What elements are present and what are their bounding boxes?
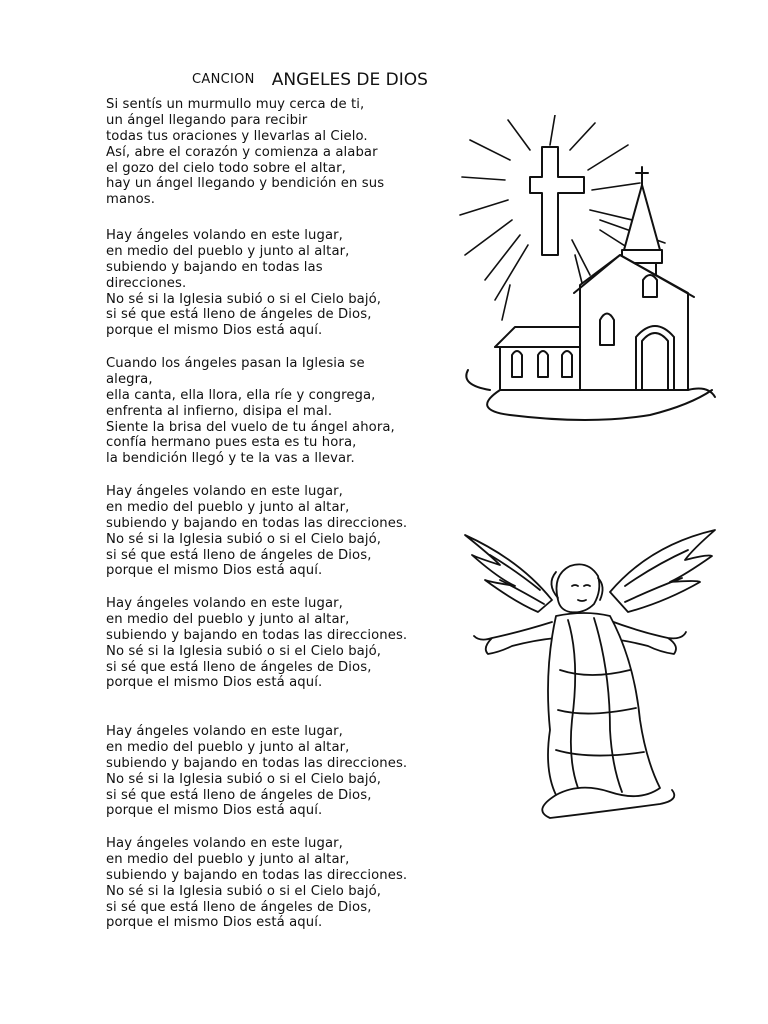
angel-icon <box>460 520 728 820</box>
lyric-line: Así, abre el corazón y comienza a alabar <box>106 144 378 160</box>
lyric-line: porque el mismo Dios está aquí. <box>106 675 323 691</box>
lyric-line: Hay ángeles volando en este lugar, <box>106 484 343 499</box>
lyric-line: No sé si la Iglesia subió o si el Cielo bajó, <box>106 291 382 307</box>
lyric-line: un ángel llegando para recibir <box>106 112 308 128</box>
lyric-line: No sé si la Iglesia subió o si el Cielo bajó, <box>106 771 382 787</box>
lyric-line: direcciones. <box>106 275 187 291</box>
lyric-line: en medio del pueblo y junto al altar, <box>106 611 350 627</box>
lyric-line: en medio del pueblo y junto al altar, <box>106 499 350 515</box>
lyric-line: en medio del pueblo y junto al altar, <box>106 739 350 755</box>
lyric-line: No sé si la Iglesia subió o si el Cielo bajó, <box>106 643 382 659</box>
stanza-4 <box>106 484 407 579</box>
lyric-line: manos. <box>106 192 156 208</box>
lyric-line: porque el mismo Dios está aquí. <box>106 915 323 931</box>
stanza-6 <box>106 724 407 819</box>
lyric-line: Si sentís un murmullo muy cerca de ti, <box>106 97 365 112</box>
stanza-5 <box>106 596 407 691</box>
church-icon <box>450 115 730 435</box>
lyric-line: si sé que está lleno de ángeles de Dios, <box>106 547 372 563</box>
lyric-line: porque el mismo Dios está aquí. <box>106 563 323 579</box>
lyric-line: Siente la brisa del vuelo de tu ángel ahora, <box>106 419 395 435</box>
lyric-line: subiendo y bajando en todas las direcciones. <box>106 867 408 883</box>
lyric-line: todas tus oraciones y llevarlas al Cielo. <box>106 128 368 144</box>
lyric-line: si sé que está lleno de ángeles de Dios, <box>106 787 372 803</box>
lyric-line: No sé si la Iglesia subió o si el Cielo bajó, <box>106 531 382 547</box>
lyric-line: el gozo del cielo todo sobre el altar, <box>106 160 346 176</box>
lyric-line: si sé que está lleno de ángeles de Dios, <box>106 307 372 323</box>
title-prefix: CANCION <box>192 72 255 87</box>
lyric-line: Hay ángeles volando en este lugar, <box>106 724 343 739</box>
lyric-line: subiendo y bajando en todas las <box>106 259 323 275</box>
lyric-line: porque el mismo Dios está aquí. <box>106 803 323 819</box>
lyric-line: subiendo y bajando en todas las direcciones. <box>106 627 408 643</box>
lyric-line: si sé que está lleno de ángeles de Dios, <box>106 659 372 675</box>
lyric-line: subiendo y bajando en todas las direcciones. <box>106 755 408 771</box>
lyric-line: Hay ángeles volando en este lugar, <box>106 228 343 243</box>
stanza-3 <box>106 356 395 467</box>
lyric-line: si sé que está lleno de ángeles de Dios, <box>106 899 372 915</box>
lyric-line: hay un ángel llegando y bendición en sus <box>106 176 385 192</box>
lyric-line: en medio del pueblo y junto al altar, <box>106 243 350 259</box>
song-title: ANGELES DE DIOS <box>271 70 428 90</box>
lyric-line: No sé si la Iglesia subió o si el Cielo bajó, <box>106 883 382 899</box>
lyric-line: Cuando los ángeles pasan la Iglesia se <box>106 356 365 371</box>
song-title-row <box>192 70 428 90</box>
lyric-line: subiendo y bajando en todas las direcciones. <box>106 515 408 531</box>
stanza-7 <box>106 836 407 931</box>
lyric-line: ella canta, ella llora, ella ríe y congrega, <box>106 387 376 403</box>
lyric-line: confía hermano pues esta es tu hora, <box>106 435 357 451</box>
lyric-line: porque el mismo Dios está aquí. <box>106 323 323 339</box>
lyric-line: enfrenta al infierno, disipa el mal. <box>106 403 333 419</box>
stanza-1 <box>106 97 384 208</box>
lyric-line: la bendición llegó y te la vas a llevar. <box>106 451 355 467</box>
stanza-2 <box>106 228 381 339</box>
lyric-line: en medio del pueblo y junto al altar, <box>106 851 350 867</box>
lyric-line: alegra, <box>106 371 153 387</box>
lyric-line: Hay ángeles volando en este lugar, <box>106 836 343 851</box>
lyric-line: Hay ángeles volando en este lugar, <box>106 596 343 611</box>
